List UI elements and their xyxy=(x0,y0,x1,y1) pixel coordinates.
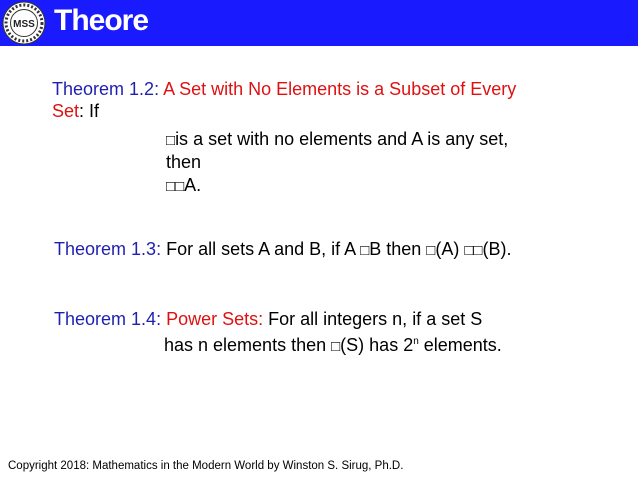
theorem-1-4-label: Theorem 1.4 xyxy=(54,309,157,329)
theorem-1-4-line2-c: elements. xyxy=(418,335,502,355)
theorem-1-2-conclusion: A. xyxy=(184,175,202,195)
power-set-glyph: □ xyxy=(426,242,436,259)
theorem-1-2-statement: is a set with no elements and A is any set, xyxy=(175,129,509,149)
subset-glyph: □ xyxy=(175,178,185,195)
theorem-1-4-line2-a: has n elements then xyxy=(164,335,332,355)
theorem-1-3-text-d: (B). xyxy=(482,239,512,259)
subset-glyph: □ xyxy=(464,242,474,259)
colon: : xyxy=(156,239,167,259)
logo-text: MSS xyxy=(13,19,35,30)
header-bar xyxy=(0,0,638,46)
theorem-1-2-then: then xyxy=(166,152,202,172)
theorem-1-2-title-part2: Set xyxy=(52,101,80,121)
subset-glyph: □ xyxy=(360,242,370,259)
theorem-1-4-line-1 xyxy=(54,308,482,330)
page-title: Theore xyxy=(54,4,149,37)
theorem-1-2-line-2 xyxy=(52,100,99,122)
power-set-glyph: □ xyxy=(331,338,341,355)
theorem-1-3-text-c: (A) xyxy=(435,239,465,259)
theorem-1-2-line-3 xyxy=(166,128,508,152)
theorem-1-3-line xyxy=(54,238,511,262)
mss-logo-icon xyxy=(2,1,46,45)
theorem-1-3-text-a: For all sets A and B, if A xyxy=(166,239,361,259)
theorem-1-3-text-b: B then xyxy=(369,239,427,259)
colon: : xyxy=(154,79,164,99)
theorem-1-2-line-1 xyxy=(52,78,516,100)
empty-set-glyph: □ xyxy=(166,178,176,195)
theorem-1-2-line-5 xyxy=(166,174,201,198)
theorem-1-2-label: Theorem 1.2 xyxy=(52,79,155,99)
colon: : xyxy=(156,309,167,329)
theorem-1-4-line-2 xyxy=(164,331,502,358)
theorem-1-3-label: Theorem 1.3 xyxy=(54,239,157,259)
copyright-footer: Copyright 2018: Mathematics in the Modern World by Winston S. Sirug, Ph.D. xyxy=(8,460,404,472)
theorem-1-2-if: : If xyxy=(79,101,100,121)
theorem-1-4-line2-b: (S) has 2 xyxy=(340,335,414,355)
theorem-1-4-text: For all integers n, if a set S xyxy=(263,309,483,329)
empty-set-glyph: □ xyxy=(166,132,176,149)
theorem-1-4-title: Power Sets: xyxy=(166,309,264,329)
theorem-1-2-title-part1: A Set with No Elements is a Subset of Every xyxy=(163,79,517,99)
power-set-glyph: □ xyxy=(473,242,483,259)
exponent-n: n xyxy=(413,336,419,347)
